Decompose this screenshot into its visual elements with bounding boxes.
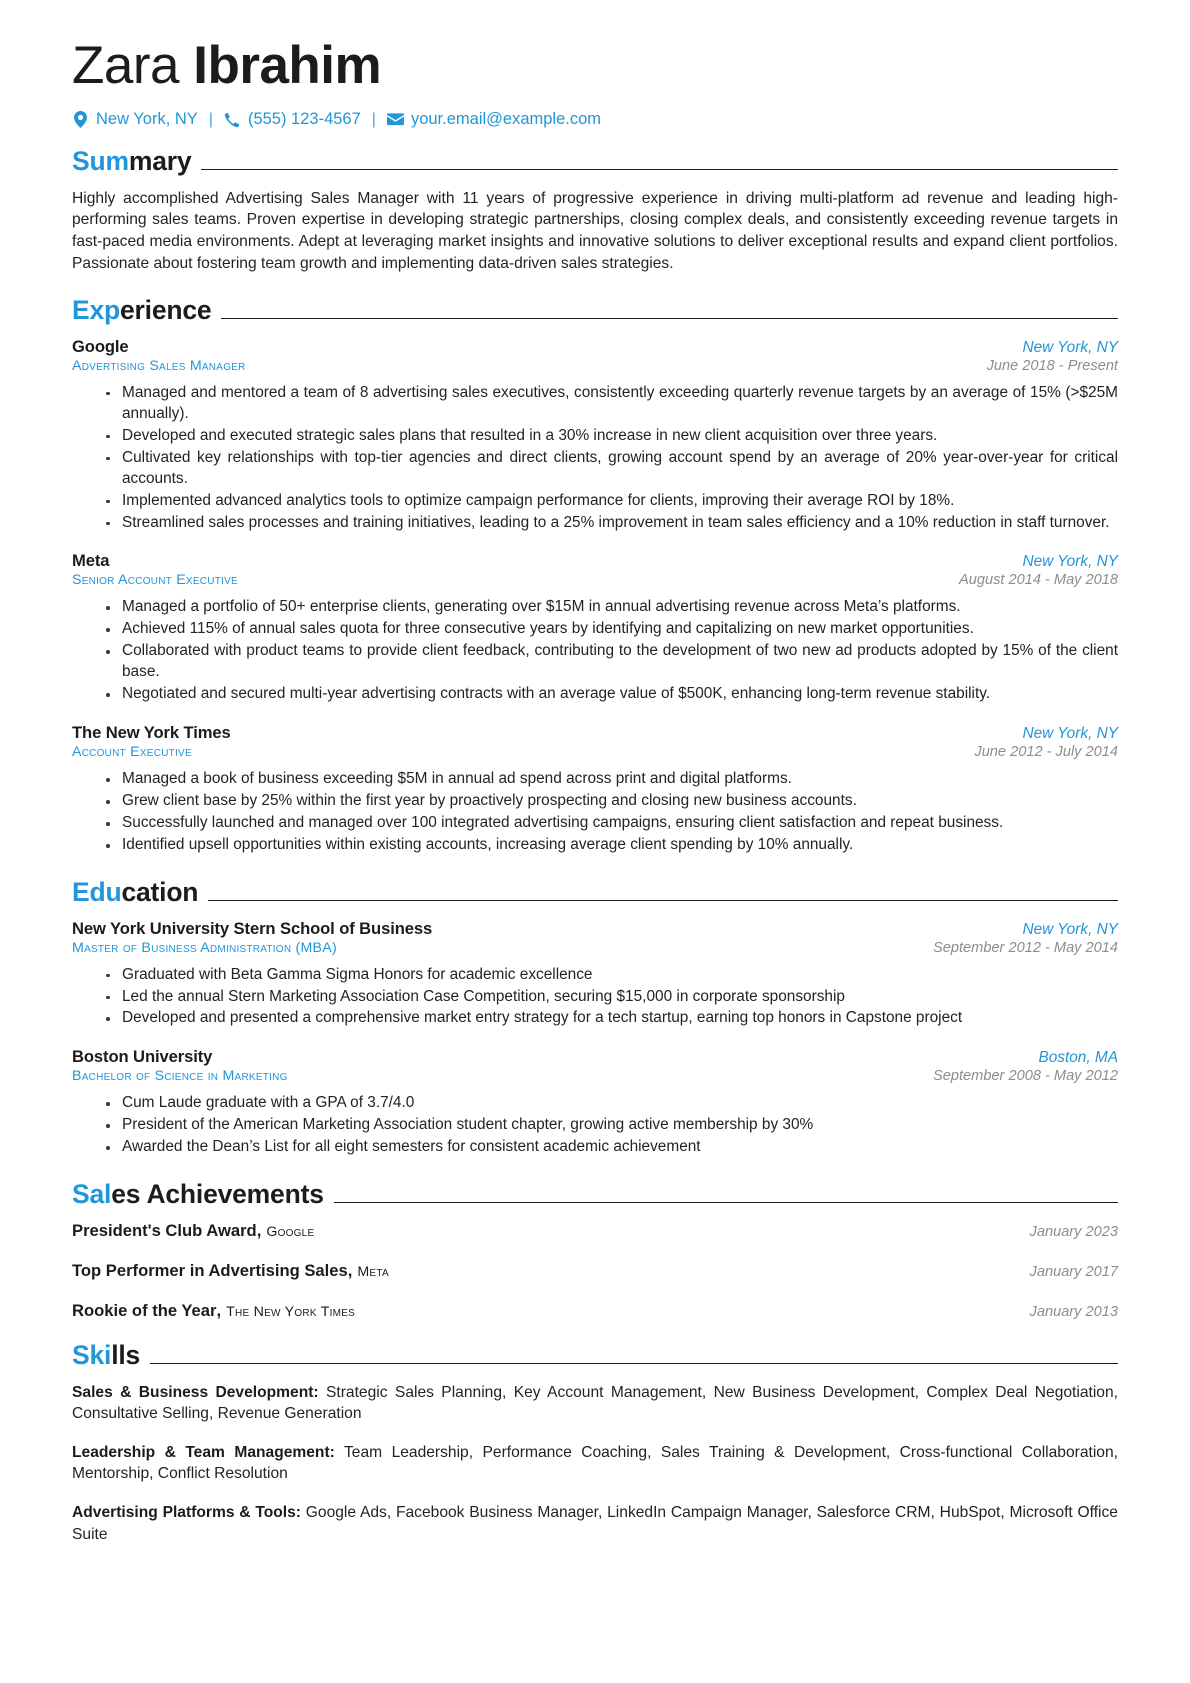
experience-entry [72,723,1118,856]
achievements-heading-text [72,1180,324,1210]
experience-heading-rule [221,318,1118,319]
experience-entry-header [72,337,1118,357]
education-entry-header [72,1047,1118,1067]
section-skills [72,1341,1118,1545]
contact-phone[interactable] [224,110,361,129]
skills-heading-highlight: Ski [72,1339,112,1370]
skill-category: Leadership & Team Management: [72,1443,335,1461]
experience-org: The New York Times [72,723,231,743]
experience-bullets [72,597,1118,705]
experience-org: Meta [72,551,110,571]
achievement-left [72,1221,314,1241]
summary-text: Highly accomplished Advertising Sales Manager with 11 years of progressive experience in driving multi-platform ad revenue and leading high-performing sales teams. Proven expertise in developing strategic partnerships, closing complex deals, and consistently exceeding revenue targets in fast-paced media environments. Adept at leveraging market insights and innovative solutions to deliver exceptional results and expand client portfolios. Passionate about fostering team growth and implementing data-driven sales strategies. [72,189,1118,272]
section-experience [72,296,1118,856]
experience-bullets [72,383,1118,534]
education-bullets [72,965,1118,1030]
achievement-title: Top Performer in Advertising Sales [72,1260,348,1280]
experience-entry [72,551,1118,705]
contact-location-text: New York, NY [96,110,198,129]
bullet-item: Grew client base by 25% within the first year by proactively prospecting and closing new business accounts. [104,791,1118,812]
candidate-name [72,38,1118,94]
experience-org: Google [72,336,129,356]
bullet-item: Awarded the Dean’s List for all eight semesters for consistent academic achievement [104,1137,1118,1158]
summary-heading-rest: mary [128,146,192,177]
achievement-left [72,1301,355,1321]
skill-group [72,1382,1118,1425]
contact-separator-1: | [208,110,213,128]
bullet-item: Managed a portfolio of 50+ enterprise clients, generating over $15M in annual advertising revenue across Meta’s platforms. [104,597,1118,618]
experience-location: New York, NY [1022,338,1118,356]
skill-items: Team Leadership, Performance Coaching, Sales Training & Development, Cross-functional Collaboration, Mentorship, Conflict Resolution [72,1443,1118,1483]
education-heading-rest: cation [121,876,199,907]
envelope-icon [387,111,404,128]
experience-entry-subheader [72,358,1118,374]
section-summary [72,147,1118,274]
achievement-left [72,1261,389,1281]
bullet-item: President of the American Marketing Association student chapter, growing active membership by 30% [104,1115,1118,1136]
achievement-date: January 2017 [1029,1263,1118,1280]
bullet-item: Streamlined sales processes and training initiatives, leading to a 25% improvement in team sales efficiency and a 10% reduction in staff turnover. [104,513,1118,534]
education-org: New York University Stern School of Business [72,918,433,938]
education-degree: Master of Business Administration (MBA) [72,939,337,956]
education-entry-subheader [72,1068,1118,1084]
bullet-item: Cum Laude graduate with a GPA of 3.7/4.0 [104,1093,1118,1114]
experience-entry-header [72,551,1118,571]
summary-heading-text [72,147,191,177]
experience-bullets [72,769,1118,856]
contact-separator-2: | [371,110,376,128]
contact-email[interactable] [387,110,601,129]
location-pin-icon [72,111,89,128]
education-location: Boston, MA [1038,1049,1118,1067]
summary-heading-highlight: Sum [72,146,129,177]
bullet-item: Led the annual Stern Marketing Association Case Competition, securing $15,000 in corporate sponsorship [104,987,1118,1008]
education-dates: September 2008 - May 2012 [933,1068,1118,1085]
skill-group [72,1442,1118,1485]
achievement-row [72,1221,1118,1241]
bullet-item: Negotiated and secured multi-year advertising contracts with an average value of $500K, enhancing long-term revenue stability. [104,684,1118,705]
bullet-item: Managed and mentored a team of 8 advertising sales executives, consistently exceeding quarterly revenue targets by an average of 15% (>$25M annually). [104,383,1118,425]
experience-entry-header [72,723,1118,743]
experience-dates: August 2014 - May 2018 [958,572,1118,589]
education-entry [72,1047,1118,1158]
skills-heading-text [72,1341,140,1371]
achievements-heading-rule [334,1202,1118,1203]
bullet-item: Successfully launched and managed over 100 integrated advertising campaigns, ensuring client satisfaction and repeat business. [104,813,1118,834]
experience-entry-subheader [72,744,1118,760]
bullet-item: Achieved 115% of annual sales quota for three consecutive years by identifying and capitalizing on new market opportunities. [104,619,1118,640]
education-heading-highlight: Edu [72,876,122,907]
education-heading-text [72,878,198,908]
education-org: Boston University [72,1047,213,1067]
bullet-item: Developed and executed strategic sales plans that resulted in a 30% increase in new client acquisition over three years. [104,426,1118,447]
experience-heading-highlight: Exp [72,295,121,326]
achievement-comma: , [256,1220,262,1240]
summary-heading [72,147,1118,177]
education-degree: Bachelor of Science in Marketing [72,1068,288,1085]
experience-dates: June 2018 - Present [986,357,1118,374]
summary-heading-rule [201,169,1118,170]
first-name: Zara [72,36,179,95]
education-entry-header [72,919,1118,939]
education-location: New York, NY [1022,920,1118,938]
experience-location: New York, NY [1022,553,1118,571]
education-entry [72,919,1118,1030]
section-achievements [72,1180,1118,1321]
experience-role: Account Executive [72,744,192,761]
achievements-heading-highlight: Sal [72,1179,112,1210]
achievement-row [72,1301,1118,1321]
last-name: Ibrahim [193,36,382,95]
bullet-item: Cultivated key relationships with top-tier agencies and direct clients, growing account spend by an average of 20% year-over-year for critical accounts. [104,448,1118,490]
contact-line [72,110,1118,129]
experience-role: Senior Account Executive [72,572,238,589]
bullet-item: Implemented advanced analytics tools to optimize campaign performance for clients, improving their average ROI by 18%. [104,491,1118,512]
experience-entry-subheader [72,572,1118,588]
experience-role: Advertising Sales Manager [72,357,246,374]
education-bullets [72,1093,1118,1158]
bullet-item: Identified upsell opportunities within existing accounts, increasing average client spending by 10% annually. [104,835,1118,856]
experience-heading [72,296,1118,326]
experience-heading-text [72,296,211,326]
skill-items: Strategic Sales Planning, Key Account Management, New Business Development, Complex Deal Negotiation, Consultative Selling, Revenue Generation [72,1383,1118,1423]
achievements-heading-rest: es Achievements [111,1179,324,1210]
achievement-row [72,1261,1118,1281]
bullet-item: Graduated with Beta Gamma Sigma Honors for academic excellence [104,965,1118,986]
skills-heading-rest: lls [111,1339,141,1370]
experience-location: New York, NY [1022,725,1118,743]
bullet-item: Managed a book of business exceeding $5M in annual ad spend across print and digital platforms. [104,769,1118,790]
skill-category: Sales & Business Development: [72,1383,319,1401]
section-education [72,878,1118,1158]
contact-phone-text: (555) 123-4567 [247,110,361,129]
skills-heading [72,1341,1118,1371]
achievement-org: Google [266,1223,315,1240]
education-heading [72,878,1118,908]
skills-heading-rule [150,1363,1118,1364]
phone-icon [224,111,241,128]
achievement-title: President's Club Award [72,1220,257,1240]
skill-group [72,1502,1118,1545]
skill-items: Google Ads, Facebook Business Manager, LinkedIn Campaign Manager, Salesforce CRM, HubSpot, Microsoft Office Suite [72,1503,1118,1543]
education-dates: September 2012 - May 2014 [933,939,1118,956]
education-entry-subheader [72,940,1118,956]
achievement-title: Rookie of the Year [72,1300,217,1320]
achievement-org: The New York Times [226,1303,356,1320]
achievement-comma: , [216,1300,222,1320]
bullet-item: Developed and presented a comprehensive market entry strategy for a tech startup, earning top honors in Capstone project [104,1008,1118,1029]
experience-dates: June 2012 - July 2014 [974,744,1118,761]
experience-heading-rest: erience [120,295,212,326]
achievement-date: January 2013 [1029,1303,1118,1320]
contact-email-text: your.email@example.com [410,110,602,129]
skill-category: Advertising Platforms & Tools: [72,1503,301,1521]
experience-entry [72,337,1118,534]
education-heading-rule [208,900,1118,901]
contact-location[interactable] [72,110,198,129]
achievement-org: Meta [357,1263,389,1280]
achievements-heading [72,1180,1118,1210]
bullet-item: Collaborated with product teams to provide client feedback, contributing to the development of two new ad products adopted by 15% of the client base. [104,641,1118,683]
achievement-comma: , [347,1260,353,1280]
achievement-date: January 2023 [1029,1223,1118,1240]
